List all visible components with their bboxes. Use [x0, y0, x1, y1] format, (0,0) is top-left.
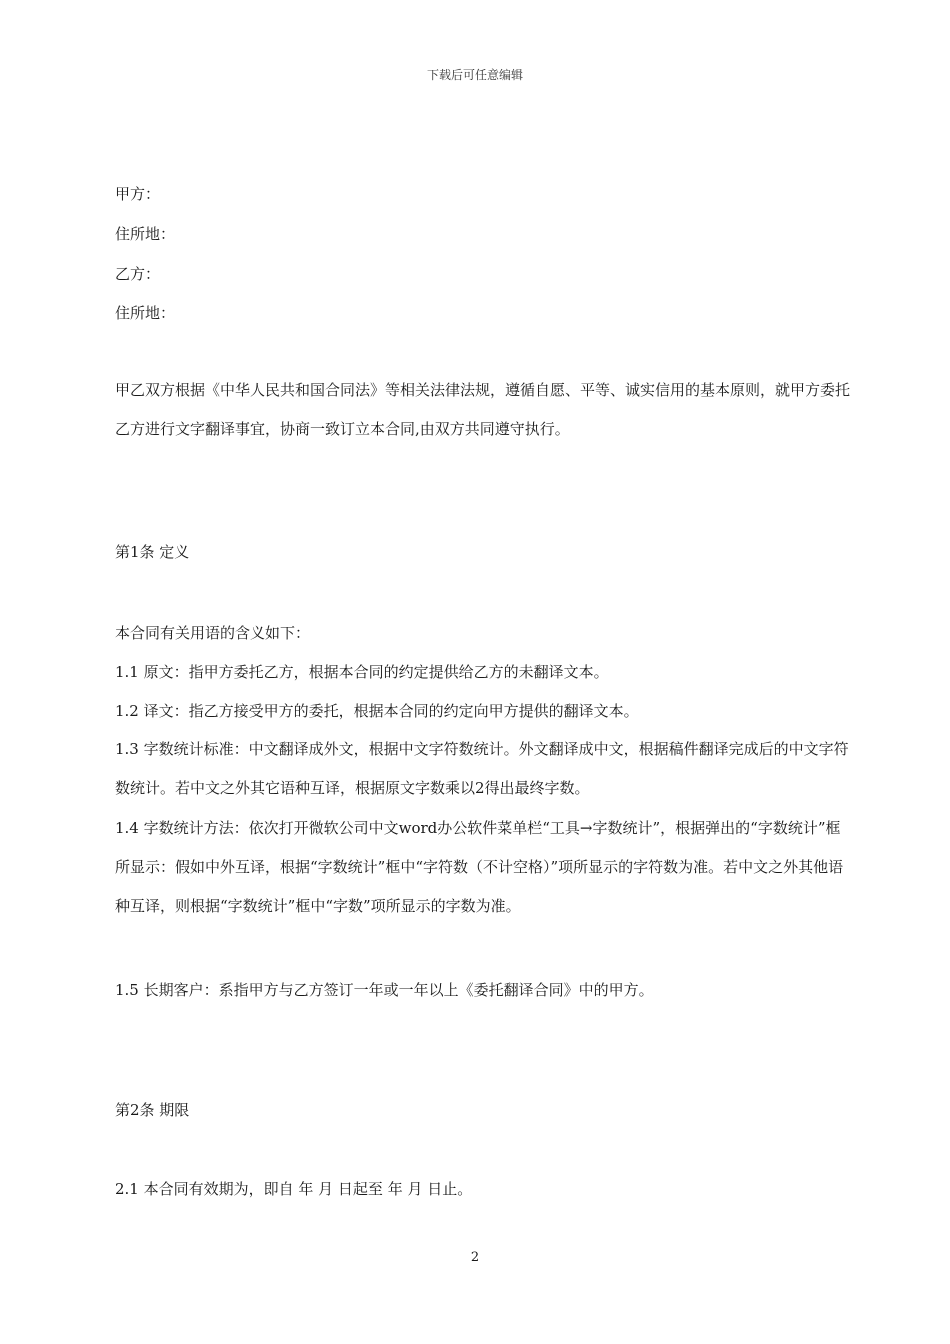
article-2-title: 第2条 期限 [115, 1101, 190, 1119]
clause-1-2: 1.2 译文：指乙方接受甲方的委托，根据本合同的约定向甲方提供的翻译文本。 [115, 702, 639, 720]
article-1-intro: 本合同有关用语的含义如下： [115, 624, 311, 642]
page-header-note: 下载后可任意编辑 [426, 68, 523, 82]
clause-1-1: 1.1 原文：指甲方委托乙方，根据本合同的约定提供给乙方的未翻译文本。 [115, 663, 609, 681]
party-b-label: 乙方： [115, 265, 161, 283]
preamble-paragraph: 甲乙双方根据《中华人民共和国合同法》等相关法律法规，遵循自愿、平等、诚实信用的基本原则，就甲方委托乙方进行文字翻译事宜，协商一致订立本合同,由双方共同遵守执行。 [115, 381, 851, 438]
clause-1-3: 1.3 字数统计标准：中文翻译成外文，根据中文字符数统计。外文翻译成中文，根据稿件翻译完成后的中文字符数统计。若中文之外其它语种互译，根据原文字数乘以2得出最终字数。 [115, 740, 849, 797]
clause-1-5: 1.5 长期客户：系指甲方与乙方签订一年或一年以上《委托翻译合同》中的甲方。 [115, 981, 654, 999]
clause-1-4: 1.4 字数统计方法：依次打开微软公司中文word办公软件菜单栏“工具→字数统计”，根据弹出的“字数统计”框所显示：假如中外互译，根据“字数统计”框中“字符数（不计空格）”项所显示的字符数为准。若中文之外其他语种互译，则根据“字数统计”框中“字数”项所显示的字数为准。 [115, 819, 844, 915]
article-1-title: 第1条 定义 [115, 543, 190, 561]
clause-2-1: 2.1 本合同有效期为，即自 年 月 日起至 年 月 日止。 [115, 1180, 473, 1198]
party-b-address-label: 住所地： [115, 304, 176, 322]
party-a-address-label: 住所地： [115, 225, 176, 243]
page-number: 2 [470, 1250, 480, 1265]
party-a-label: 甲方： [115, 185, 161, 203]
